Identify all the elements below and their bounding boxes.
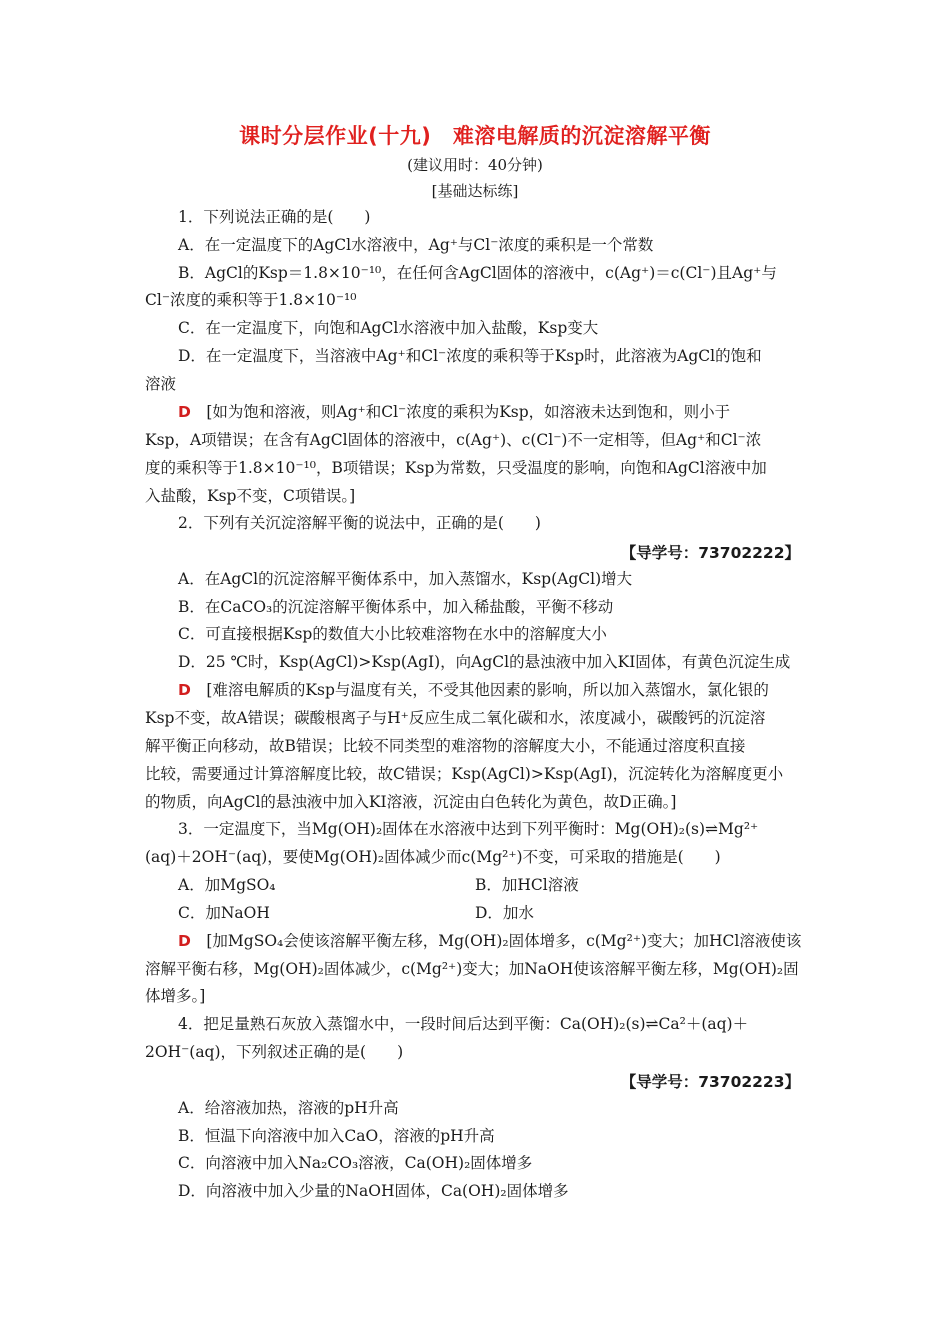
text-line (178, 346, 762, 366)
line-text: 1．下列说法正确的是( ) (178, 208, 371, 226)
line-text: A．给溶液加热，溶液的pH升高 (178, 1099, 399, 1117)
line-text: D．25 ℃时，Ksp(AgCl)>Ksp(AgI)，向AgCl的悬浊液中加入KI固体，有黄色沉淀生成 (178, 653, 791, 671)
answer-letter: D (178, 403, 191, 421)
text-line (145, 1042, 403, 1062)
text-line (475, 903, 534, 923)
line-text: A．在AgCl的沉淀溶解平衡体系中，加入蒸馏水，Ksp(AgCl)增大 (178, 570, 633, 588)
text-line (178, 235, 653, 255)
text-line (178, 513, 541, 533)
guide-number: 【导学号：73702223】 (620, 1073, 800, 1091)
line-text: [难溶电解质的Ksp与温度有关，不受其他因素的影响，所以加入蒸馏水，氯化银的 (190, 681, 769, 699)
text-line (145, 374, 176, 394)
line-text: (aq)＋2OH⁻(aq)，要使Mg(OH)₂固体减少而c(Mg²⁺)不变，可采取的措施是( ) (145, 848, 721, 866)
line-text: 入盐酸，Ksp不变，C项错误。] (145, 487, 356, 505)
text-line (178, 1098, 399, 1118)
text-line (178, 903, 270, 923)
line-text: 的物质，向AgCl的悬浊液中加入KI溶液，沉淀由白色转化为黄色，故D正确。] (145, 793, 677, 811)
line-text: 2OH⁻(aq)，下列叙述正确的是( ) (145, 1043, 404, 1061)
text-line (178, 318, 598, 338)
text-line (145, 736, 745, 756)
answer-letter: D (178, 681, 191, 699)
text-line (178, 263, 777, 283)
line-text: 3．一定温度下，当Mg(OH)₂固体在水溶液中达到下列平衡时：Mg(OH)₂(s)⇌Mg²⁺ (178, 820, 759, 838)
text-line (178, 875, 276, 895)
text-line (178, 597, 613, 617)
answer-letter: D (178, 932, 191, 950)
line-text: C．向溶液中加入Na₂CO₃溶液，Ca(OH)₂固体增多 (178, 1154, 533, 1172)
line-text: 度的乘积等于1.8×10⁻¹⁰，B项错误；Ksp为常数，只受温度的影响，向饱和AgCl溶液中加 (145, 459, 767, 477)
line-text: C．可直接根据Ksp的数值大小比较难溶物在水中的溶解度大小 (178, 625, 607, 643)
line-text: B．在CaCO₃的沉淀溶解平衡体系中，加入稀盐酸，平衡不移动 (178, 598, 614, 616)
text-line (145, 986, 205, 1006)
answer-line (178, 931, 801, 951)
guide-number: 【导学号：73702222】 (620, 544, 800, 562)
text-line (145, 792, 676, 812)
line-text: Ksp，A项错误；在含有AgCl固体的溶液中，c(Ag⁺)、c(Cl⁻)不一定相等，但Ag⁺和Cl⁻浓 (145, 431, 762, 449)
line-text: [如为饱和溶液，则Ag⁺和Cl⁻浓度的乘积为Ksp，如溶液未达到饱和，则小于 (190, 403, 731, 421)
text-line (145, 486, 355, 506)
text-line (178, 207, 370, 227)
text-line (178, 569, 632, 589)
text-line (178, 1181, 569, 1201)
line-text: B．加HCl溶液 (475, 876, 579, 894)
line-text: D．在一定温度下，当溶液中Ag⁺和Cl⁻浓度的乘积等于Ksp时，此溶液为AgCl的饱和 (178, 347, 762, 365)
text-line (145, 290, 356, 310)
line-text: A．加MgSO₄ (178, 876, 276, 894)
answer-line (178, 680, 769, 700)
text-line (178, 624, 607, 644)
line-text: 2．下列有关沉淀溶解平衡的说法中，正确的是( ) (178, 514, 541, 532)
line-text: Cl⁻浓度的乘积等于1.8×10⁻¹⁰ (145, 291, 357, 309)
text-line (178, 1153, 532, 1173)
page-title: 课时分层作业(十九) 难溶电解质的沉淀溶解平衡 (239, 124, 711, 148)
line-text: D．向溶液中加入少量的NaOH固体，Ca(OH)₂固体增多 (178, 1182, 569, 1200)
section-heading: [基础达标练] (431, 182, 519, 200)
text-line (145, 458, 767, 478)
line-text: 比较，需要通过计算溶解度比较，故C错误；Ksp(AgCl)>Ksp(AgI)，沉淀转化为溶解度更小 (145, 765, 784, 783)
line-text: B．AgCl的Ksp＝1.8×10⁻¹⁰，在任何含AgCl固体的溶液中，c(Ag⁺)＝c(Cl⁻)且Ag⁺与 (178, 264, 777, 282)
line-text: 溶解平衡右移，Mg(OH)₂固体减少，c(Mg²⁺)变大；加NaOH使该溶解平衡左移，Mg(OH)₂固 (145, 960, 799, 978)
line-text: 体增多。] (145, 987, 206, 1005)
text-line (178, 819, 758, 839)
line-text: 4．把足量熟石灰放入蒸馏水中，一段时间后达到平衡：Ca(OH)₂(s)⇌Ca²＋(aq)＋ (178, 1015, 749, 1033)
text-line (178, 1014, 748, 1034)
line-text: Ksp不变，故A错误；碳酸根离子与H⁺反应生成二氧化碳和水，浓度减小，碳酸钙的沉淀溶 (145, 709, 766, 727)
text-line (145, 708, 765, 728)
line-text: C．加NaOH (178, 904, 270, 922)
text-line (145, 847, 721, 867)
line-text: 解平衡正向移动，故B错误；比较不同类型的难溶物的溶解度大小，不能通过溶度积直接 (145, 737, 746, 755)
line-text: C．在一定温度下，向饱和AgCl水溶液中加入盐酸，Ksp变大 (178, 319, 599, 337)
answer-line (178, 402, 730, 422)
line-text: B．恒温下向溶液中加入CaO，溶液的pH升高 (178, 1127, 495, 1145)
text-line (145, 959, 799, 979)
line-text: 溶液 (145, 375, 177, 393)
text-line (178, 652, 790, 672)
line-text: A．在一定温度下的AgCl水溶液中，Ag⁺与Cl⁻浓度的乘积是一个常数 (178, 236, 654, 254)
line-text: [加MgSO₄会使该溶解平衡左移，Mg(OH)₂固体增多，c(Mg²⁺)变大；加HCl溶液使该 (190, 932, 802, 950)
text-line (475, 875, 579, 895)
line-text: D．加水 (475, 904, 534, 922)
suggested-time: (建议用时：40分钟) (407, 156, 543, 174)
text-line (145, 764, 783, 784)
text-line (178, 1126, 495, 1146)
text-line (145, 430, 761, 450)
